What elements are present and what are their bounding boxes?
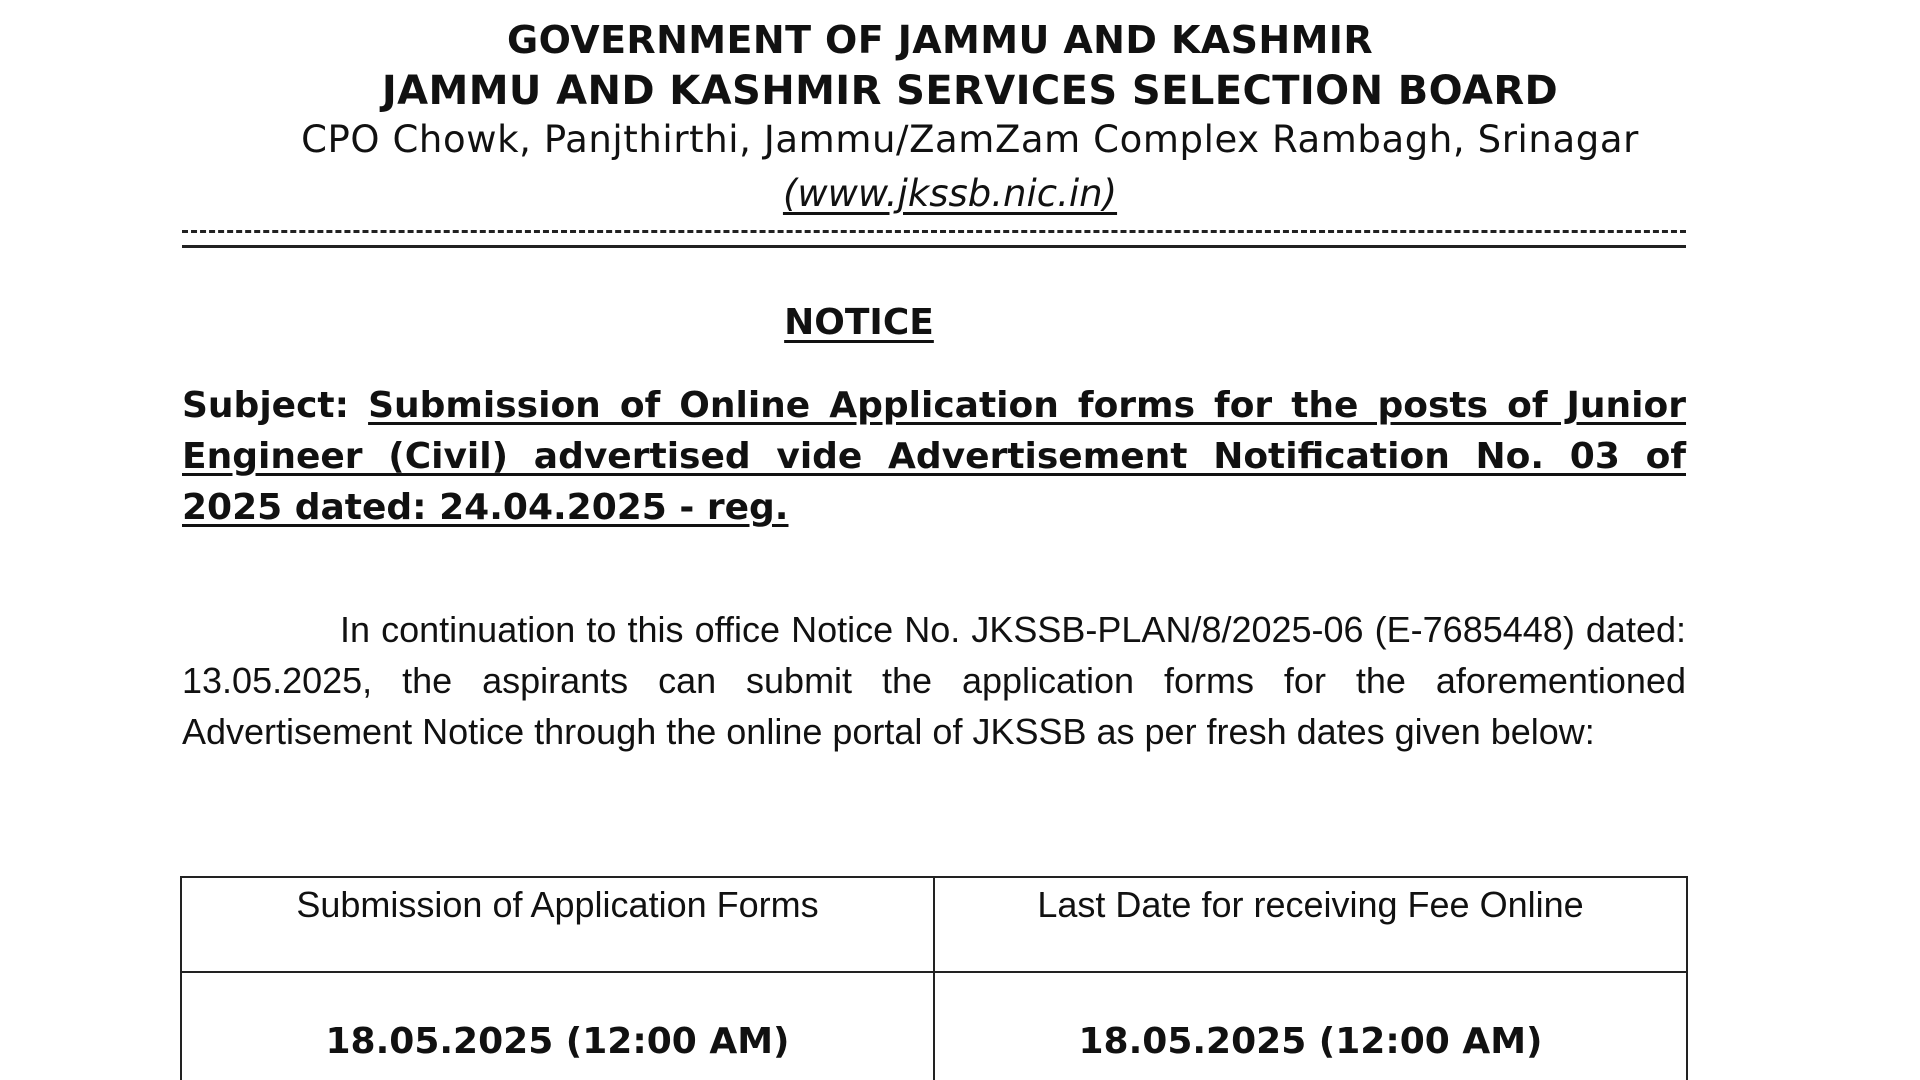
office-address: CPO Chowk, Panjthirthi, Jammu/ZamZam Complex Rambagh, Srinagar	[301, 118, 1639, 161]
notice-heading: NOTICE	[784, 302, 934, 343]
fee-date-cell: 18.05.2025 (12:00 AM)	[934, 972, 1687, 1080]
solid-divider	[182, 245, 1686, 248]
subject-block	[182, 380, 1686, 533]
subject-text: Submission of Online Application forms for the posts of Junior Engineer (Civil) advertised vide Advertisement Notification No. 03 of 2025 dated: 24.04.2025 - reg.	[182, 385, 1687, 528]
website-link[interactable]: (www.jkssb.nic.in)	[782, 172, 1118, 215]
submission-column-header: Submission of Application Forms	[181, 877, 934, 972]
dashed-divider	[182, 230, 1686, 233]
fee-column-header: Last Date for receiving Fee Online	[934, 877, 1687, 972]
subject-label: Subject:	[182, 385, 350, 426]
government-title: GOVERNMENT OF JAMMU AND KASHMIR	[506, 18, 1373, 62]
schedule-table	[180, 876, 1688, 1080]
table-header-row	[181, 877, 1687, 972]
table-row	[181, 972, 1687, 1080]
notice-body: In continuation to this office Notice No. JKSSB-PLAN/8/2025-06 (E-7685448) dated: 13.05.2025, the aspirants can submit the application forms for the aforementioned Advertisement Notice through the online portal of JKSSB as per fresh dates given below:	[182, 609, 1686, 752]
submission-date-cell: 18.05.2025 (12:00 AM)	[181, 972, 934, 1080]
board-title: JAMMU AND KASHMIR SERVICES SELECTION BOARD	[381, 68, 1559, 114]
